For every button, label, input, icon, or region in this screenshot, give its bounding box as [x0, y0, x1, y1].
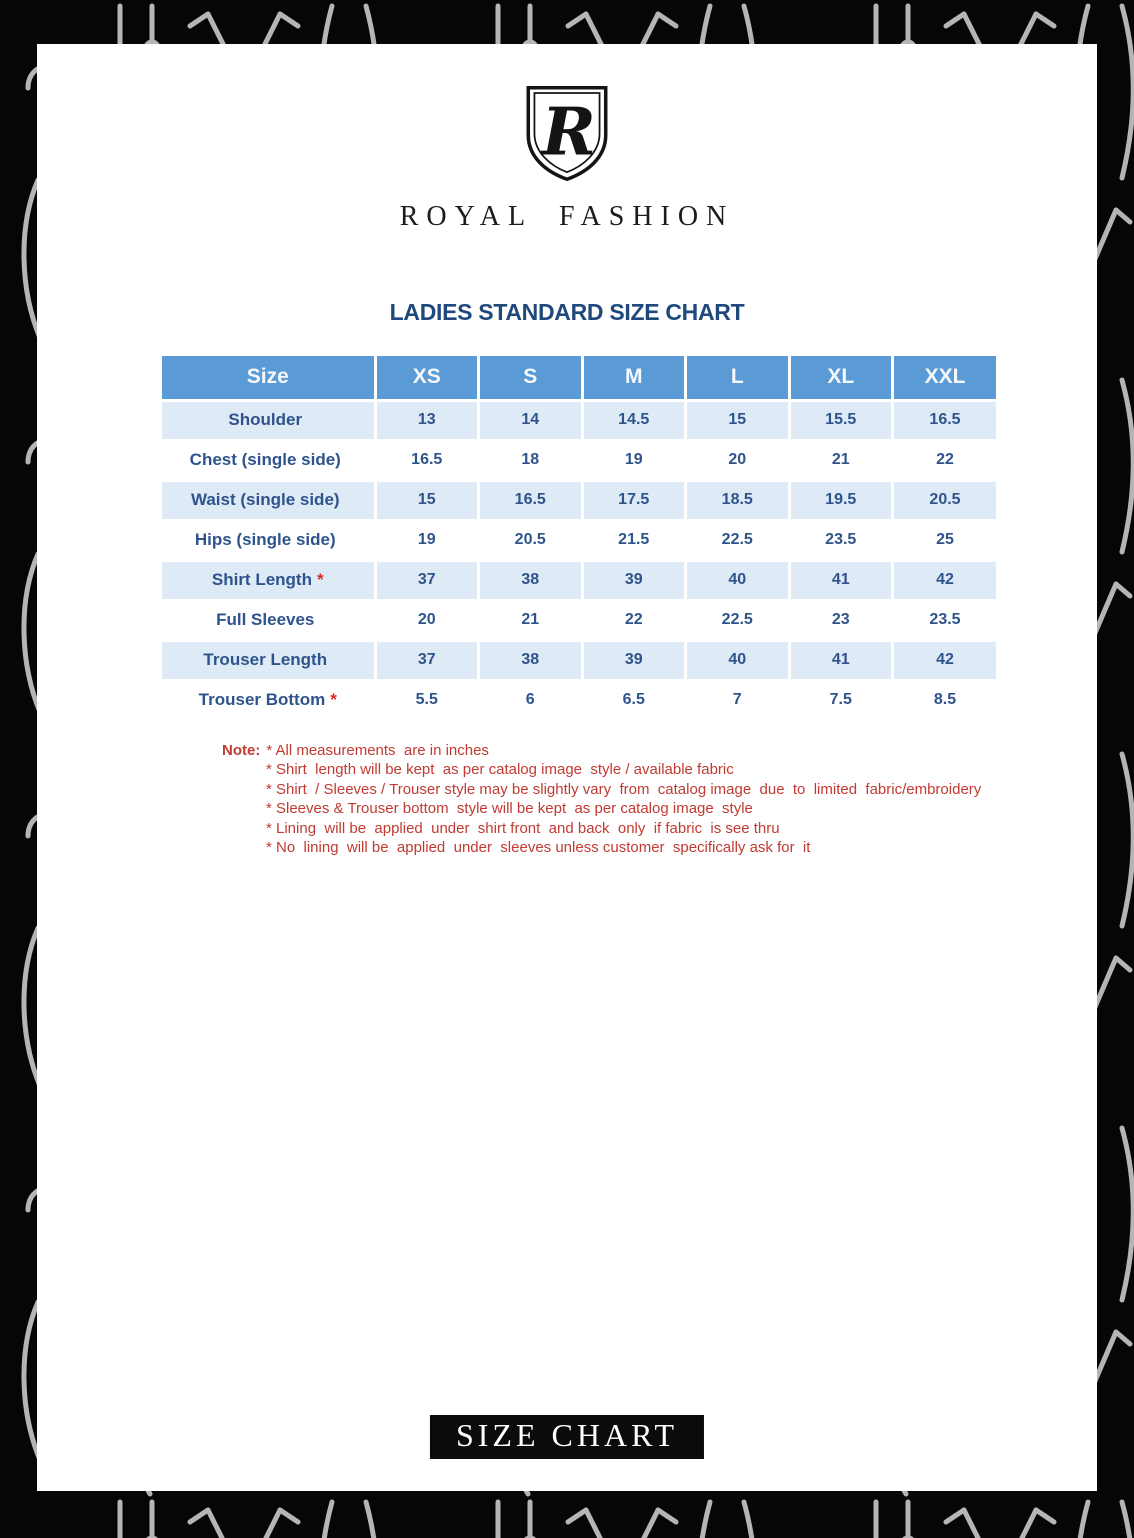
size-value: 16.5 — [893, 400, 997, 440]
header-cell-s: S — [479, 356, 583, 400]
note-item: * No lining will be applied under sleeves unless customer specifically ask for it — [266, 839, 811, 857]
monogram-letter: R — [541, 94, 596, 171]
size-value: 19.5 — [789, 480, 893, 520]
size-table — [162, 356, 996, 722]
size-value: 22 — [582, 600, 686, 640]
size-value: 42 — [893, 560, 997, 600]
size-value: 23 — [789, 600, 893, 640]
size-value: 7.5 — [789, 680, 893, 720]
size-value: 20.5 — [479, 520, 583, 560]
row-label: Shoulder — [162, 400, 375, 440]
table-row-full-sleeves — [162, 600, 996, 640]
size-value: 14 — [479, 400, 583, 440]
brand-name: ROYAL FASHION — [399, 201, 735, 232]
table-header-row — [162, 356, 996, 400]
row-label: Hips (single side) — [162, 520, 375, 560]
size-value: 41 — [789, 560, 893, 600]
size-value: 38 — [479, 560, 583, 600]
note-item: * Sleeves & Trouser bottom style will be kept as per catalog image style — [266, 800, 753, 818]
size-value: 41 — [789, 640, 893, 680]
size-value: 20 — [375, 600, 479, 640]
row-label: Waist (single side) — [162, 480, 375, 520]
size-value: 15 — [375, 480, 479, 520]
header-cell-m: M — [582, 356, 686, 400]
size-value: 18 — [479, 440, 583, 480]
size-value: 13 — [375, 400, 479, 440]
table-row-waist — [162, 480, 996, 520]
size-value: 15.5 — [789, 400, 893, 440]
size-value: 39 — [582, 560, 686, 600]
note-item: * All measurements are in inches — [266, 741, 489, 759]
header-cell-size: Size — [162, 356, 375, 400]
size-value: 25 — [893, 520, 997, 560]
header-cell-xl: XL — [789, 356, 893, 400]
row-label: Full Sleeves — [162, 600, 375, 640]
notes-section — [222, 741, 1097, 859]
asterisk-mark: * — [316, 570, 324, 589]
note-item: * Shirt / Sleeves / Trouser style may be slightly vary from catalog image due to limited fabric/embroidery — [266, 780, 982, 798]
size-value: 20.5 — [893, 480, 997, 520]
size-value: 37 — [375, 640, 479, 680]
size-value: 20 — [686, 440, 790, 480]
size-value: 22.5 — [686, 520, 790, 560]
size-value: 21 — [789, 440, 893, 480]
size-value: 22.5 — [686, 600, 790, 640]
header-cell-xxl: XXL — [893, 356, 997, 400]
row-label: Trouser Bottom * — [162, 680, 375, 720]
size-value: 23.5 — [893, 600, 997, 640]
size-value: 42 — [893, 640, 997, 680]
size-value: 17.5 — [582, 480, 686, 520]
size-value: 40 — [686, 640, 790, 680]
note-item: * Shirt length will be kept as per catalog image style / available fabric — [266, 761, 734, 779]
row-label: Shirt Length * — [162, 560, 375, 600]
header-cell-l: L — [686, 356, 790, 400]
size-value: 7 — [686, 680, 790, 720]
note-line — [222, 741, 1097, 761]
table-row-trouser-length — [162, 640, 996, 680]
size-chart-banner: SIZE CHART — [430, 1415, 704, 1459]
size-value: 22 — [893, 440, 997, 480]
table-row-shirt-length — [162, 560, 996, 600]
size-value: 21.5 — [582, 520, 686, 560]
table-row-hips — [162, 520, 996, 560]
asterisk-mark: * — [330, 690, 337, 709]
size-value: 19 — [582, 440, 686, 480]
size-value: 19 — [375, 520, 479, 560]
note-label: Note: — [222, 741, 261, 759]
page-title: LADIES STANDARD SIZE CHART — [389, 299, 745, 325]
table-row-chest — [162, 440, 996, 480]
size-value: 16.5 — [479, 480, 583, 520]
brand-logo — [37, 84, 1097, 233]
size-value: 37 — [375, 560, 479, 600]
table-row-shoulder — [162, 400, 996, 440]
size-value: 6 — [479, 680, 583, 720]
size-chart-page — [37, 44, 1097, 1491]
size-value: 16.5 — [375, 440, 479, 480]
size-value: 15 — [686, 400, 790, 440]
header-cell-xs: XS — [375, 356, 479, 400]
shield-monogram-icon — [523, 84, 611, 183]
table-row-trouser-bottom — [162, 680, 996, 720]
size-value: 18.5 — [686, 480, 790, 520]
size-value: 21 — [479, 600, 583, 640]
note-item: * Lining will be applied under shirt front and back only if fabric is see thru — [266, 819, 780, 837]
size-value: 8.5 — [893, 680, 997, 720]
row-label: Trouser Length — [162, 640, 375, 680]
size-value: 14.5 — [582, 400, 686, 440]
size-value: 40 — [686, 560, 790, 600]
size-value: 6.5 — [582, 680, 686, 720]
row-label: Chest (single side) — [162, 440, 375, 480]
size-value: 38 — [479, 640, 583, 680]
size-value: 5.5 — [375, 680, 479, 720]
size-value: 23.5 — [789, 520, 893, 560]
size-value: 39 — [582, 640, 686, 680]
